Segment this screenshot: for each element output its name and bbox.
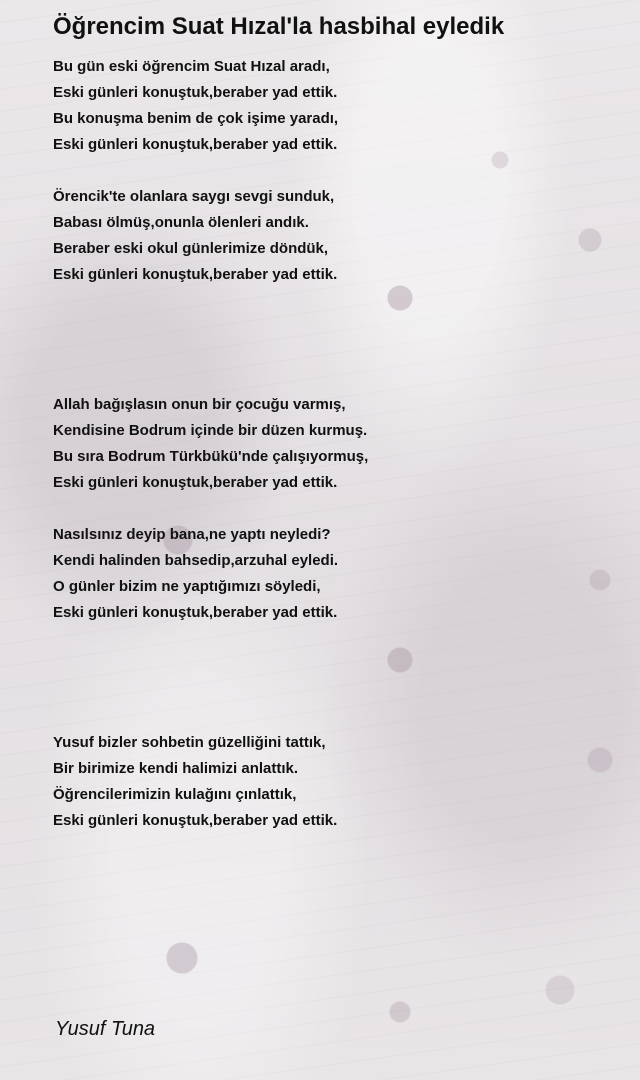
poem-line: Örencik'te olanlara saygı sevgi sunduk, <box>53 188 335 205</box>
poem-line: Eski günleri konuştuk,beraber yad ettik. <box>53 266 338 283</box>
poem-line: Yusuf bizler sohbetin güzelliğini tattık, <box>53 734 326 751</box>
poem-line: Bir birimize kendi halimizi anlattık. <box>53 760 299 777</box>
poem-line: Eski günleri konuştuk,beraber yad ettik. <box>53 474 338 491</box>
stanza-5 <box>53 730 613 834</box>
poem-line: Bu konuşma benim de çok işime yaradı, <box>53 110 339 127</box>
stanza-2 <box>53 184 613 288</box>
poem-author: Yusuf Tuna <box>55 1018 156 1040</box>
poem-line: Eski günleri konuştuk,beraber yad ettik. <box>53 604 338 621</box>
poem-line: Eski günleri konuştuk,beraber yad ettik. <box>53 812 338 829</box>
poem-line: Allah bağışlasın onun bir çocuğu varmış, <box>53 396 346 413</box>
stanza-1 <box>53 54 613 158</box>
stanza-3 <box>53 392 613 496</box>
stanza-4 <box>53 522 613 626</box>
poem-body <box>53 54 613 834</box>
poem-line: Kendi halinden bahsedip,arzuhal eyledi. <box>53 552 339 569</box>
poem-title: Öğrencim Suat Hızal'la hasbihal eyledik <box>53 13 505 40</box>
stanza-gap <box>53 626 613 730</box>
poem-line: O günler bizim ne yaptığımızı söyledi, <box>53 578 321 595</box>
stanza-gap <box>53 158 613 184</box>
poem-container <box>53 12 613 834</box>
poem-line: Bu sıra Bodrum Türkbükü'nde çalışıyormuş, <box>53 448 369 465</box>
poem-line: Öğrencilerimizin kulağını çınlattık, <box>53 786 297 803</box>
poem-line: Kendisine Bodrum içinde bir düzen kurmuş. <box>53 422 368 439</box>
poem-line: Babası ölmüş,onunla ölenleri andık. <box>53 214 309 231</box>
poem-line: Eski günleri konuştuk,beraber yad ettik. <box>53 136 338 153</box>
poem-line: Beraber eski okul günlerimize döndük, <box>53 240 329 257</box>
stanza-gap <box>53 496 613 522</box>
poem-line: Eski günleri konuştuk,beraber yad ettik. <box>53 84 338 101</box>
poem-line: Nasılsınız deyip bana,ne yaptı neyledi? <box>53 526 331 543</box>
poem-line: Bu gün eski öğrencim Suat Hızal aradı, <box>53 58 330 75</box>
stanza-gap <box>53 288 613 392</box>
